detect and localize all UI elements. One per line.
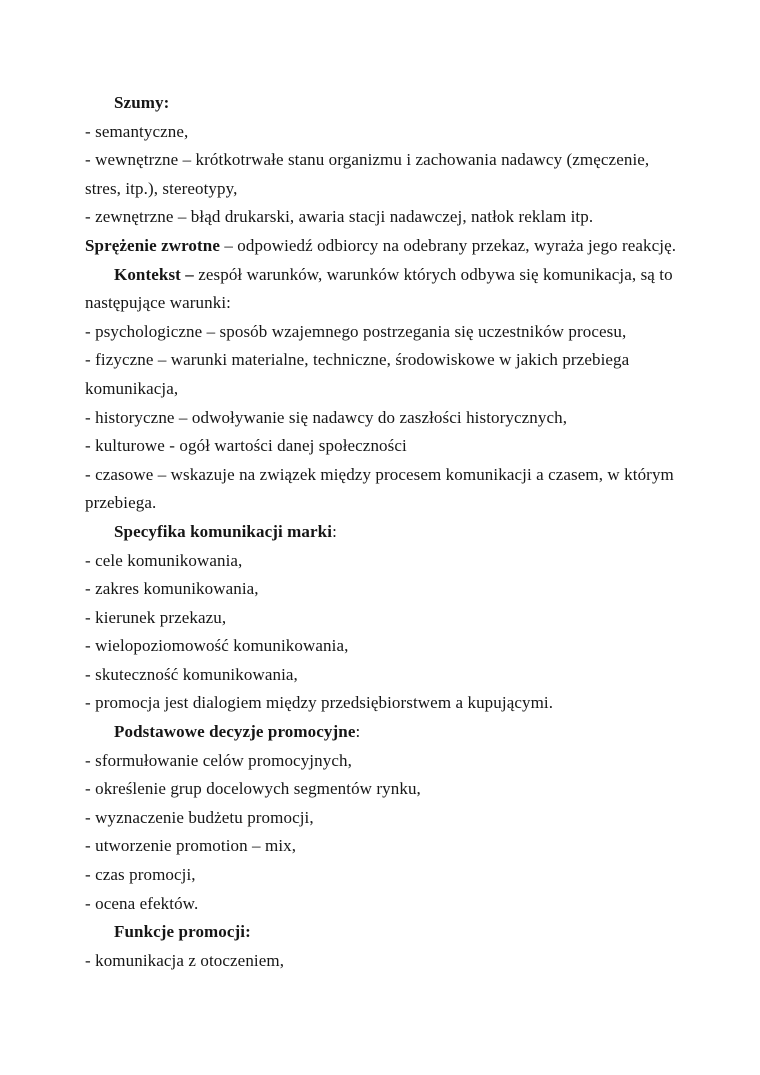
text-line [85, 432, 725, 461]
regular-text: - semantyczne, [85, 121, 189, 141]
regular-text: - zakres komunikowania, [85, 579, 259, 599]
text-line [85, 689, 725, 718]
text-line [85, 747, 725, 776]
text-line [85, 318, 725, 347]
text-line [85, 261, 725, 290]
text-line [85, 203, 725, 232]
bold-text: Kontekst – [114, 264, 194, 284]
regular-text: przebiega. [85, 493, 157, 513]
bold-text: Funkcje promocji: [114, 922, 251, 942]
text-line [85, 346, 725, 375]
regular-text: - psychologiczne – sposób wzajemnego postrzegania się uczestników procesu, [85, 321, 627, 341]
regular-text: - wewnętrzne – krótkotrwałe stanu organizmu i zachowania nadawcy (zmęczenie, [85, 150, 650, 170]
text-line [85, 861, 725, 890]
text-line [85, 175, 725, 204]
regular-text: - sformułowanie celów promocyjnych, [85, 750, 352, 770]
regular-text: : [355, 722, 361, 742]
text-line [85, 118, 725, 147]
regular-text: - historyczne – odwoływanie się nadawcy do zaszłości historycznych, [85, 407, 568, 427]
heading-line [85, 918, 725, 947]
regular-text: – odpowiedź odbiorcy na odebrany przekaz, wyraża jego reakcję. [220, 235, 677, 255]
regular-text: - czas promocji, [85, 865, 196, 885]
text-line [85, 832, 725, 861]
text-line [85, 718, 725, 747]
regular-text: - kierunek przekazu, [85, 607, 227, 627]
text-line [85, 804, 725, 833]
regular-text: następujące warunki: [85, 293, 231, 313]
heading-line [85, 89, 725, 118]
text-line [85, 575, 725, 604]
text-line [85, 775, 725, 804]
bold-text: Podstawowe decyzje promocyjne [114, 722, 356, 742]
regular-text: - czasowe – wskazuje na związek między procesem komunikacji a czasem, w którym [85, 464, 674, 484]
text-line [85, 547, 725, 576]
regular-text: : [332, 521, 337, 541]
text-line [85, 232, 725, 261]
regular-text: - komunikacja z otoczeniem, [85, 950, 285, 970]
bold-text: Sprężenie zwrotne [85, 235, 220, 255]
text-line [85, 890, 725, 919]
regular-text: - fizyczne – warunki materialne, techniczne, środowiskowe w jakich przebiega [85, 350, 630, 370]
bold-text: Specyfika komunikacji marki [114, 521, 333, 541]
text-line [85, 289, 725, 318]
text-line [85, 375, 725, 404]
text-line [85, 604, 725, 633]
regular-text: - wielopoziomowość komunikowania, [85, 636, 349, 656]
text-line [85, 661, 725, 690]
regular-text: - określenie grup docelowych segmentów rynku, [85, 779, 421, 799]
bold-text: Szumy: [114, 93, 170, 112]
regular-text: - kulturowe - ogół wartości danej społeczności [85, 436, 407, 456]
regular-text: - cele komunikowania, [85, 550, 243, 570]
text-line [85, 146, 725, 175]
text-line [85, 404, 725, 433]
regular-text: stres, itp.), stereotypy, [85, 178, 238, 198]
regular-text: - promocja jest dialogiem między przedsiębiorstwem a kupującymi. [85, 693, 554, 713]
text-line [85, 632, 725, 661]
regular-text: - zewnętrzne – błąd drukarski, awaria stacji nadawczej, natłok reklam itp. [85, 207, 594, 227]
text-line [85, 518, 725, 547]
regular-text: - skuteczność komunikowania, [85, 664, 298, 684]
regular-text: zespół warunków, warunków których odbywa się komunikacja, są to [193, 264, 673, 284]
text-line [85, 947, 725, 976]
regular-text: komunikacja, [85, 378, 179, 398]
regular-text: - ocena efektów. [85, 893, 199, 913]
text-line [85, 489, 725, 518]
regular-text: - utworzenie promotion – mix, [85, 836, 297, 856]
regular-text: - wyznaczenie budżetu promocji, [85, 807, 314, 827]
text-line [85, 461, 725, 490]
document-text-block [85, 89, 725, 975]
